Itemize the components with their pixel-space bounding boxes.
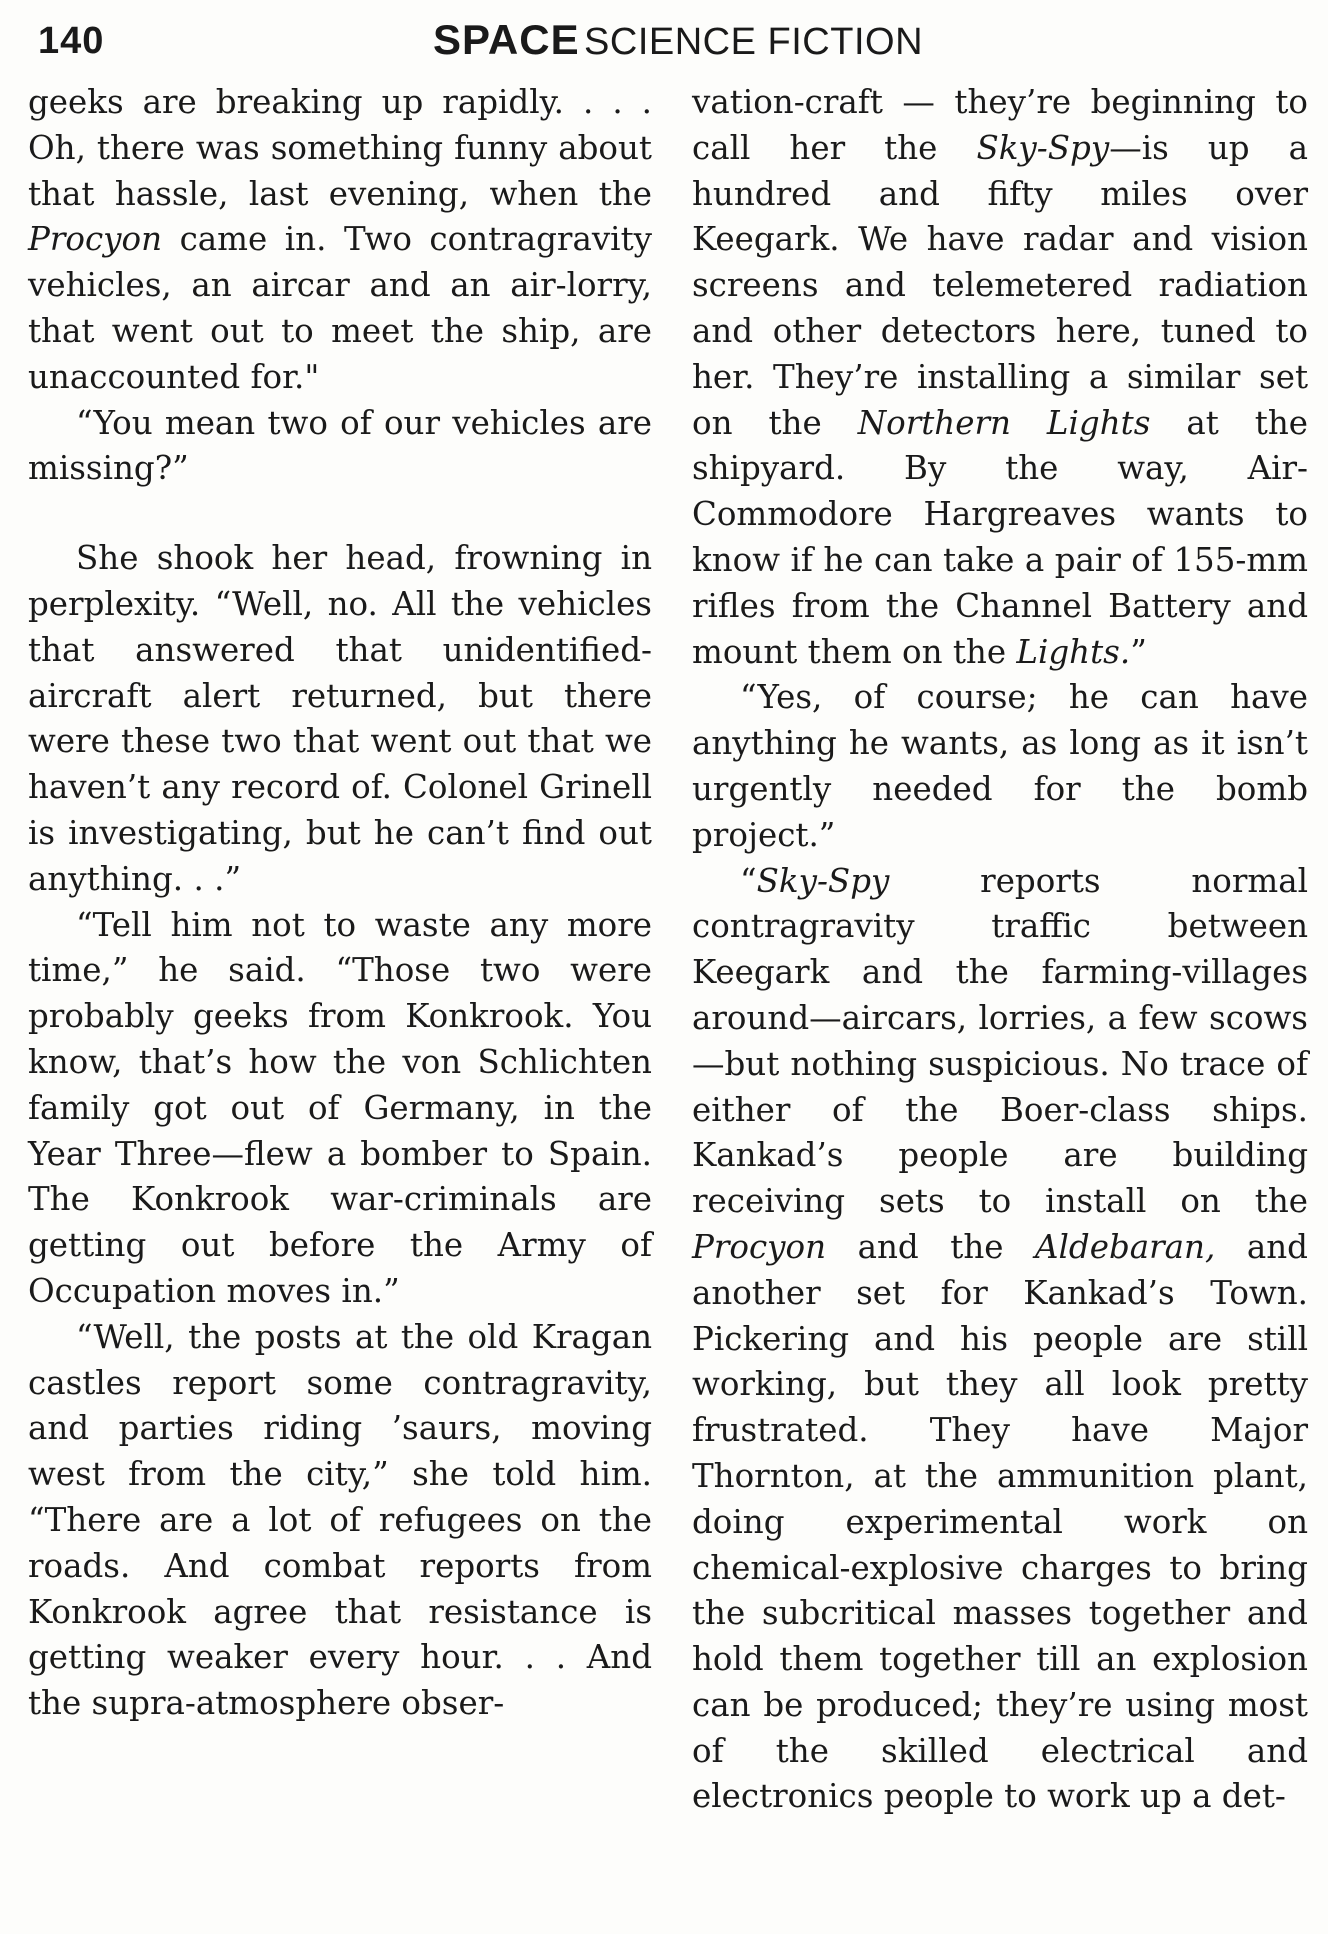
paragraph-text: geeks are breaking up rapidly. . . . Oh, there was something funny about that hassle, last evening, when the xyxy=(28,83,652,213)
paragraph: “Yes, of course; he can have anything he wants, as long as it isn’t urgently needed for the bomb project.” xyxy=(692,678,1308,854)
paragraph-text: at the shipyard. By the way, Air-Commodore Hargreaves wants to know if he can take a pair of 155-mm rifles from the Channel Battery and mount them on the xyxy=(692,403,1309,671)
magazine-title-bold: SPACE xyxy=(433,16,580,63)
paragraph-text: vation-craft — they’re beginning to call her the xyxy=(692,83,1308,167)
paragraph-text: —is up a hundred and fifty miles over Keegark. We have radar and vision screens and telemetered radiation and other detectors here, tuned to her. They’re installing a similar set on the xyxy=(692,128,1308,442)
left-column xyxy=(28,80,652,1727)
paragraph-text: and the xyxy=(826,1227,1036,1266)
page-number: 140 xyxy=(38,20,105,62)
paragraph: “Well, the posts at the old Kragan castles report some contragravity, and parties riding ’saurs, moving west from the city,” she told him. “There are a lot of refugees on the roads. And combat reports from Konkrook agree that resistance is getting weaker every hour. . . And the supra-atmosphere obser- xyxy=(28,1317,652,1723)
paragraph-text: reports normal contragravity traffic between Keegark and the farming-villages around—aircars, lorries, a few scows—but nothing suspicious. No trace of either of the Boer-class ships. Kankad’s people are building receiving sets to install on the xyxy=(692,861,1308,1221)
paragraph-text: ” xyxy=(1130,632,1147,671)
paragraph xyxy=(28,80,652,401)
running-head xyxy=(38,14,1278,72)
craft-name-sky-spy: Sky-Spy xyxy=(756,861,890,900)
magazine-title-rest: SCIENCE FICTION xyxy=(584,21,924,63)
ship-name-procyon: Procyon xyxy=(692,1227,827,1266)
right-column xyxy=(692,80,1308,1820)
paragraph xyxy=(692,80,1308,675)
ship-name-northern-lights: Northern Lights xyxy=(857,403,1151,442)
ship-name-aldebaran: Aldebaran, xyxy=(1035,1227,1216,1266)
paragraph-text: “ xyxy=(740,861,757,900)
paragraph: She shook her head, frowning in perplexity. “Well, no. All the vehicles that answered that unidentified-aircraft alert returned, but there were these two that went out that we haven’t any record of. Colonel Grinell is investigating, but he can’t find out anything. . .” xyxy=(28,539,652,898)
section-break xyxy=(28,492,652,536)
paragraph-text: came in. Two contragravity vehicles, an aircar and an air-lorry, that went out to meet the ship, are unaccounted for." xyxy=(28,220,652,396)
ship-name-lights: Lights. xyxy=(1016,632,1131,671)
magazine-title xyxy=(433,16,923,64)
paragraph-text: and another set for Kankad’s Town. Pickering and his people are still working, but they all look pretty frustrated. They have Major Thornton, at the ammunition plant, doing experimental work on chemical-explosive charges to bring the subcritical masses together and hold them together till an explosion can be produced; they’re using most of the skilled electrical and electronics people to work up a det- xyxy=(692,1227,1308,1816)
craft-name-sky-spy: Sky-Spy xyxy=(976,128,1110,167)
ship-name-procyon: Procyon xyxy=(28,220,163,259)
paragraph xyxy=(692,859,1308,1821)
paragraph: “Tell him not to waste any more time,” he said. “Those two were probably geeks from Konkrook. You know, that’s how the von Schlichten family got out of Germany, in the Year Three—flew a bomber to Spain. The Konkrook war-criminals are getting out before the Army of Occupation moves in.” xyxy=(28,905,652,1310)
paragraph: “You mean two of our vehicles are missing?” xyxy=(28,403,652,488)
